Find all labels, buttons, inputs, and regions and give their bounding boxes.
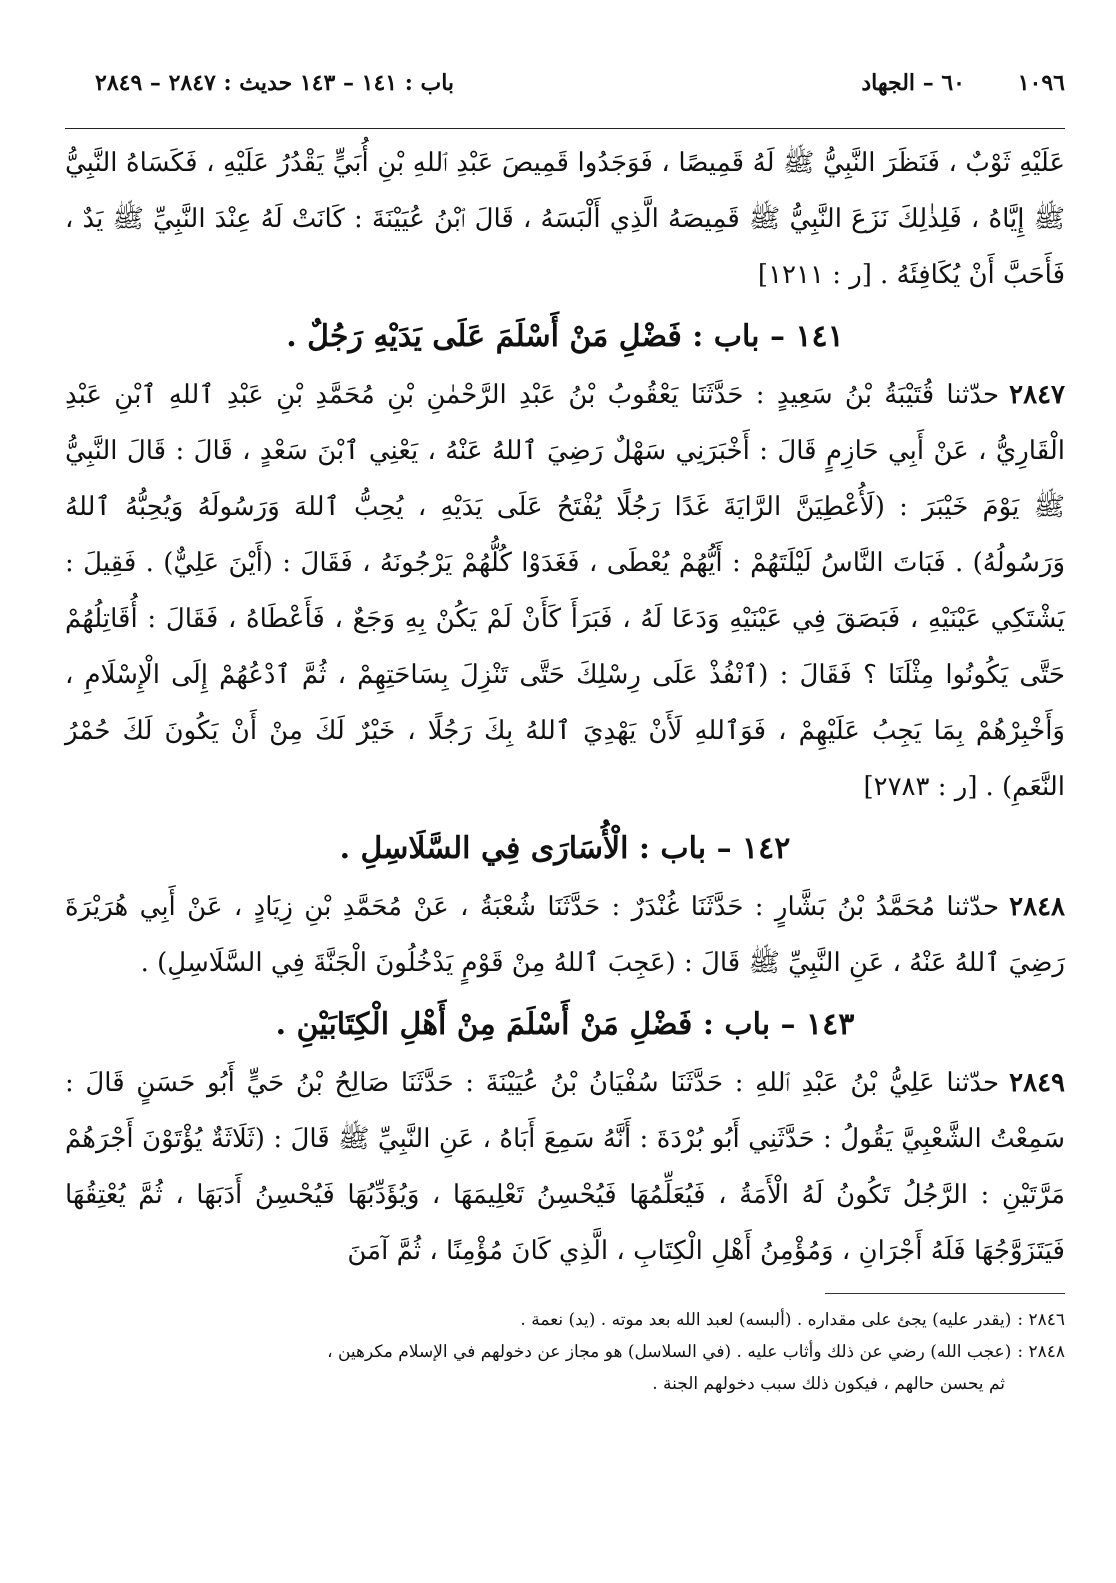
continued-text-body: عَلَيْهِ ثَوْبٌ ، فَنَظَرَ النَّبِيُّ ﷺ لَهُ قَمِيصًا ، فَوَجَدُوا قَمِيصَ عَبْدِ ٱللهِ بْنِ أُبَيٍّ يَقْدُرُ عَلَيْهِ ، فَكَسَاهُ النَّبِيُّ ﷺ إِيَّاهُ ، فَلِذٰلِكَ نَزَعَ النَّبِيُّ ﷺ قَمِيصَهُ الَّذِي أَلْبَسَهُ ، قَالَ ٱبْنُ عُيَيْنَةَ : كَانَتْ لَهُ عِنْدَ النَّبِيِّ ﷺ يَدٌ ، فَأَحَبَّ أَنْ يُكَافِئَهُ . — [65, 148, 1065, 290]
chapter-hadith-range: باب : ١٤١ – ١٤٣ حديث : ٢٨٤٧ – ٢٨٤٩ — [95, 70, 455, 96]
hadith-paragraph — [65, 879, 1065, 991]
hadith-number: ٢٨٤٧ — [1009, 380, 1065, 410]
hadith-paragraph — [65, 1055, 1065, 1279]
footnote-rule — [825, 1293, 1065, 1294]
footnote-continuation: ثم يحسن حالهم ، فيكون ذلك سبب دخولهم الجنة . — [652, 1374, 1005, 1394]
cross-reference: [ر : ٢٧٨٣] — [863, 772, 978, 802]
chapter-number: ١٤١ – باب : — [692, 319, 844, 354]
header-rule — [65, 128, 1065, 129]
chapter-heading — [65, 307, 1065, 367]
footnote — [65, 1336, 1065, 1368]
footnote — [65, 1304, 1065, 1336]
chapter-title: فَضْلِ مَنْ أَسْلَمَ مِنْ أَهْلِ الْكِتَابَيْنِ . — [275, 1007, 693, 1042]
hadith-number: ٢٨٤٩ — [1009, 1068, 1065, 1098]
hadith-text: حدّثنا عَلِيُّ بْنُ عَبْدِ ٱللهِ : حَدَّثَنَا سُفْيَانُ بْنُ عُيَيْنَةَ : حَدَّثَنَا صَالِحُ بْنُ حَيٍّ أَبُو حَسَنٍ قَالَ : سَمِعْتُ الشَّعْبِيَّ يَقُولُ : حَدَّثَنِي أَبُو بُرْدَةَ : أَنَّهُ سَمِعَ أَبَاهُ ، عَنِ النَّبِيِّ ﷺ قَالَ : (ثَلَاثَةٌ يُؤْتَوْنَ أَجْرَهُمْ مَرَّتَيْنِ : الرَّجُلُ تَكُونُ لَهُ الْأَمَةُ ، فَيُعَلِّمُهَا فَيُحْسِنُ تَعْلِيمَهَا ، وَيُؤَدِّبُهَا فَيُحْسِنُ أَدَبَهَا ، ثُمَّ يُعْتِقُهَا فَيَتَزَوَّجُهَا فَلَهُ أَجْرَانِ ، وَمُؤْمِنُ أَهْلِ الْكِتَابِ ، الَّذِي كَانَ مُؤْمِنًا ، ثُمَّ آمَنَ — [65, 1068, 1065, 1266]
cross-reference: [ر : ١٢١١] — [757, 260, 872, 290]
chapter-heading — [65, 995, 1065, 1055]
chapter-heading — [65, 819, 1065, 879]
footnote-text: (يقدر عليه) يجئ على مقداره . (ألبسه) لعبد الله بعد موته . (يد) نعمة . — [520, 1310, 1012, 1330]
chapter-title: الْأُسَارَى فِي السَّلَاسِلِ . — [339, 831, 629, 866]
hadith-number: ٢٨٤٨ — [1009, 892, 1065, 922]
chapter-number: ١٤٢ – باب : — [638, 831, 791, 866]
hadith-text: حدّثنا مُحَمَّدُ بْنُ بَشَّارٍ : حَدَّثَنَا غُنْدَرٌ : حَدَّثَنَا شُعْبَةُ ، عَنْ مُحَمَّدِ بْنِ زِيَادٍ ، عَنْ أَبِي هُرَيْرَةَ رَضِيَ ٱللهُ عَنْهُ ، عَنِ النَّبِيِّ ﷺ قَالَ : (عَجِبَ ٱللهُ مِنْ قَوْمٍ يَدْخُلُونَ الْجَنَّةَ فِي السَّلَاسِلِ) . — [65, 892, 1065, 978]
chapter-title: فَضْلِ مَنْ أَسْلَمَ عَلَى يَدَيْهِ رَجُلٌ . — [286, 319, 682, 354]
footnote-text: (عجب الله) رضي عن ذلك وأثاب عليه . (في السلاسل) هو مجاز عن دخولهم في الإسلام مكرهين ، — [327, 1342, 1012, 1362]
footnote-number: ٢٨٤٨ : — [1017, 1342, 1065, 1362]
page-number: ١٠٩٦ — [1017, 70, 1065, 96]
footnote-number: ٢٨٤٦ : — [1017, 1310, 1065, 1330]
page-header — [65, 70, 1065, 128]
hadith-paragraph — [65, 367, 1065, 815]
book-page — [65, 70, 1065, 1550]
chapter-number: ١٤٣ – باب : — [702, 1007, 855, 1042]
continued-text — [65, 135, 1065, 303]
book-title: ٦٠ – الجهاد — [861, 70, 965, 96]
hadith-text: حدّثنا قُتَيْبَةُ بْنُ سَعِيدٍ : حَدَّثَنَا يَعْقُوبُ بْنُ عَبْدِ الرَّحْمٰنِ بْنِ مُحَمَّدِ بْنِ عَبْدِ ٱللهِ ٱبْنِ عَبْدِ الْقَارِيُّ ، عَنْ أَبِي حَازِمٍ قَالَ : أَخْبَرَنِي سَهْلٌ رَضِيَ ٱللهُ عَنْهُ ، يَعْنِي ٱبْنَ سَعْدٍ ، قَالَ : قَالَ النَّبِيُّ ﷺ يَوْمَ خَيْبَرَ : (لَأُعْطِيَنَّ الرَّايَةَ غَدًا رَجُلًا يُفْتَحُ عَلَى يَدَيْهِ ، يُحِبُّ ٱللهَ وَرَسُولَهُ وَيُحِبُّهُ ٱللهُ وَرَسُولُهُ) . فَبَاتَ النَّاسُ لَيْلَتَهُمْ : أَيُّهُمْ يُعْطَى ، فَغَدَوْا كُلُّهُمْ يَرْجُونَهُ ، فَقَالَ : (أَيْنَ عَلِيٌّ) . فَقِيلَ : يَشْتَكِي عَيْنَيْهِ ، فَبَصَقَ فِي عَيْنَيْهِ وَدَعَا لَهُ ، فَبَرَأَ كَأَنْ لَمْ يَكُنْ بِهِ وَجَعٌ ، فَأَعْطَاهُ ، فَقَالَ : أُقَاتِلُهُمْ حَتَّى يَكُونُوا مِثْلَنَا ؟ فَقَالَ : (ٱنْفُذْ عَلَى رِسْلِكَ حَتَّى تَنْزِلَ بِسَاحَتِهِمْ ، ثُمَّ ٱدْعُهُمْ إِلَى الْإِسْلَامِ ، وَأَخْبِرْهُمْ بِمَا يَجِبُ عَلَيْهِمْ ، فَوَٱللهِ لَأَنْ يَهْدِيَ ٱللهُ بِكَ رَجُلًا ، خَيْرٌ لَكَ مِنْ أَنْ يَكُونَ لَكَ حُمْرُ النَّعَمِ) . — [65, 380, 1065, 802]
